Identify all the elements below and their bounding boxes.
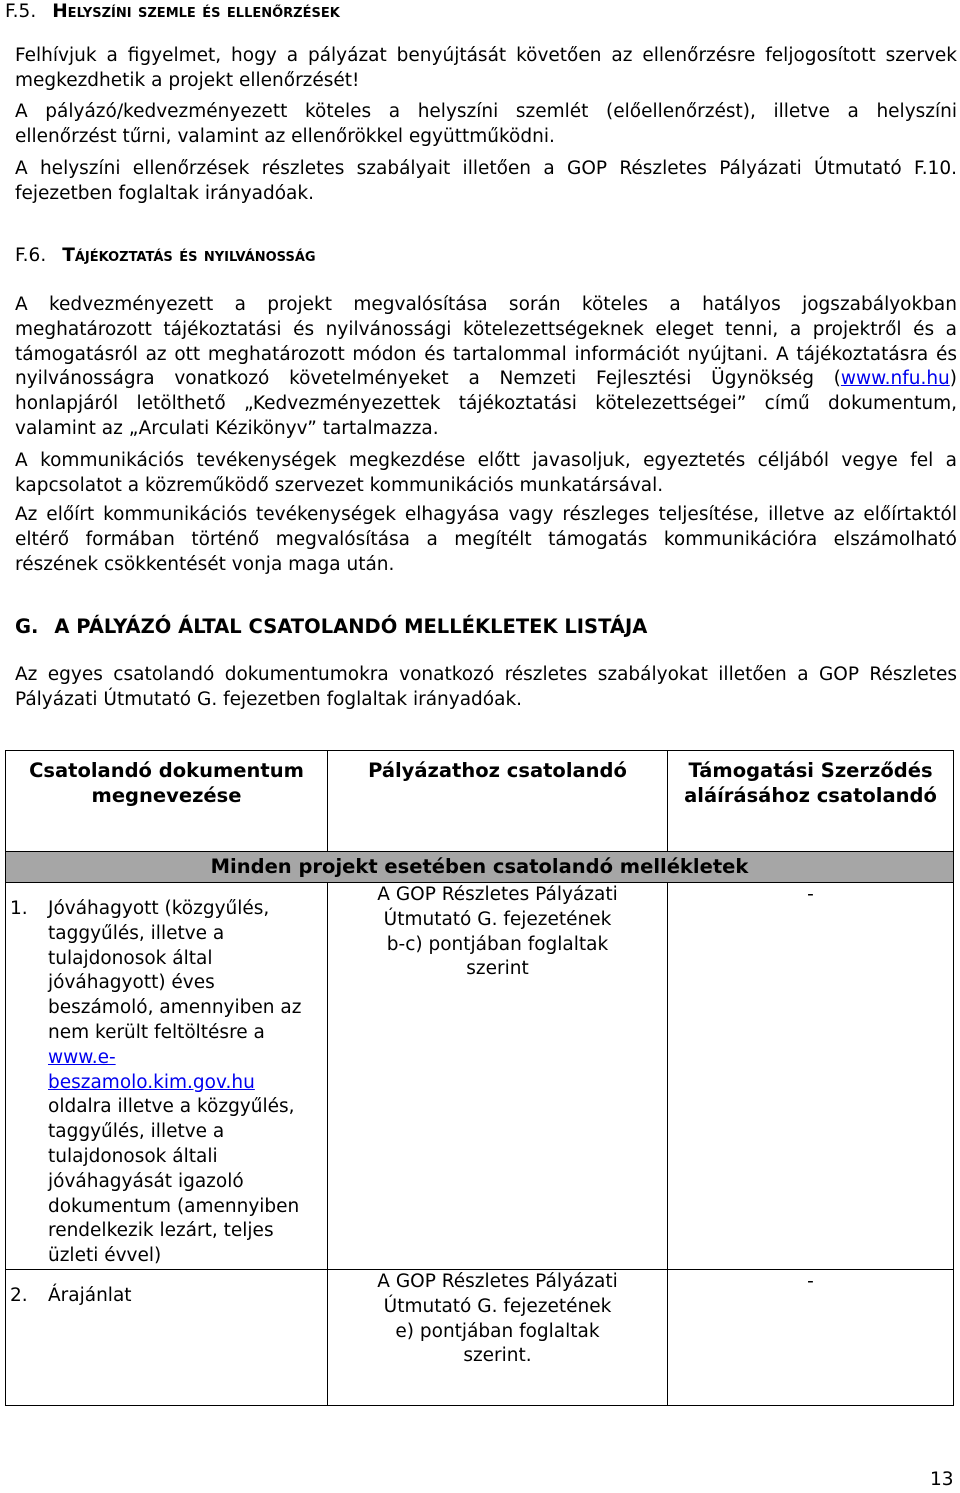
- section-f6-heading: [15, 244, 316, 268]
- page-number: 13: [930, 1469, 954, 1490]
- section-number: F.6.: [15, 245, 47, 266]
- paragraph: A kommunikációs tevékenységek megkezdése előtt javasoljuk, egyeztetés céljából vegye fel a kapcsolatot a közreműködő szervezet kommunikációs munkatársával.: [15, 450, 957, 496]
- table-header-row: [6, 751, 954, 852]
- column-header: Csatolandó dokumentum megnevezése: [6, 751, 328, 852]
- document-name-cell: [6, 883, 328, 1270]
- paragraph: Felhívjuk a figyelmet, hogy a pályázat benyújtását követően az ellenőrzésre feljogosított szervek megkezdhetik a projekt ellenőrzését!: [15, 45, 957, 91]
- nfu-link[interactable]: www.nfu.hu: [840, 368, 950, 390]
- document-name: Árajánlat: [48, 1284, 132, 1306]
- section-number: G.: [15, 615, 39, 638]
- paragraph: Az előírt kommunikációs tevékenységek elhagyása vagy részleges teljesítése, illetve az előírtaktól eltérő formában történő megvalósítása a megítélt támogatás kommunikációra elszámolható részének csökkentését vonja maga után.: [15, 504, 957, 575]
- column-header: Támogatási Szerződés aláírásához csatolandó: [668, 751, 954, 852]
- contract-cell: -: [668, 883, 954, 1270]
- e-beszamolo-link[interactable]: www.e-beszamolo.kim.gov.hu: [48, 1046, 255, 1093]
- document-name: Jóváhagyott (közgyűlés, taggyűlés, illetve a tulajdonosok által jóváhagyott) éves beszámoló, amennyiben az nem került feltöltésre a www.e-beszamolo.kim.gov.hu oldalra illetve a közgyűlés, taggyűlés, illetve a tulajdonosok általi jóváhagyását igazoló dokumentum (amennyiben rendelkezik lezárt, teljes üzleti évvel): [48, 898, 302, 1267]
- table-group-row: [6, 852, 954, 883]
- contract-cell: -: [668, 1269, 954, 1405]
- paragraph: A helyszíni ellenőrzések részletes szabályait illetően a GOP Részletes Pályázati Útmutató F.10. fejezetben foglaltak irányadóak.: [15, 158, 957, 204]
- section-title: Tájékoztatás és nyilvánosság: [62, 245, 316, 266]
- section-f5-heading: [5, 0, 340, 24]
- section-title: Helyszíni szemle és ellenőrzések: [52, 1, 340, 22]
- section-g-heading: [15, 614, 647, 640]
- section-number: F.5.: [5, 1, 37, 22]
- document-name-cell: [6, 1269, 328, 1405]
- paragraph: Az egyes csatolandó dokumentumokra vonatkozó részletes szabályokat illetően a GOP Részletes Pályázati Útmutató G. fejezetben foglaltak irányadóak.: [15, 664, 957, 710]
- table-row: [6, 883, 954, 1270]
- section-title: A PÁLYÁZÓ ÁLTAL CSATOLANDÓ MELLÉKLETEK LISTÁJA: [54, 615, 648, 638]
- attachments-table: [5, 750, 954, 1406]
- application-cell: A GOP Részletes Pályázati Útmutató G. fejezetének b-c) pontjában foglaltak szerint: [328, 883, 668, 1270]
- application-cell: A GOP Részletes Pályázati Útmutató G. fejezetének e) pontjában foglaltak szerint.: [328, 1269, 668, 1405]
- paragraph: A pályázó/kedvezményezett köteles a helyszíni szemlét (előellenőrzést), illetve a helyszíni ellenőrzést tűrni, valamint az ellenőrökkel együttműködni.: [15, 101, 957, 147]
- item-number: 1.: [10, 898, 28, 919]
- column-header: Pályázathoz csatolandó: [328, 751, 668, 852]
- item-number: 2.: [10, 1284, 28, 1306]
- group-label: Minden projekt esetében csatolandó mellékletek: [6, 852, 954, 883]
- paragraph: A kedvezményezett a projekt megvalósítása során köteles a hatályos jogszabályokban meghatározott tájékoztatási és nyilvánossági kötelezettségeknek eleget tenni, a projektről és a támogatásról az ott meghatározott módon és tartalommal információt nyújtani. A tájékoztatásra és nyilvánosságra vonatkozó követelményeket a Nemzeti Fejlesztési Ügynökség (www.nfu.hu) honlapjáról letölthető „Kedvezményezettek tájékoztatási kötelezettségei” című dokumentum, valamint az „Arculati Kézikönyv” tartalmazza.: [15, 294, 957, 439]
- table-row: [6, 1269, 954, 1405]
